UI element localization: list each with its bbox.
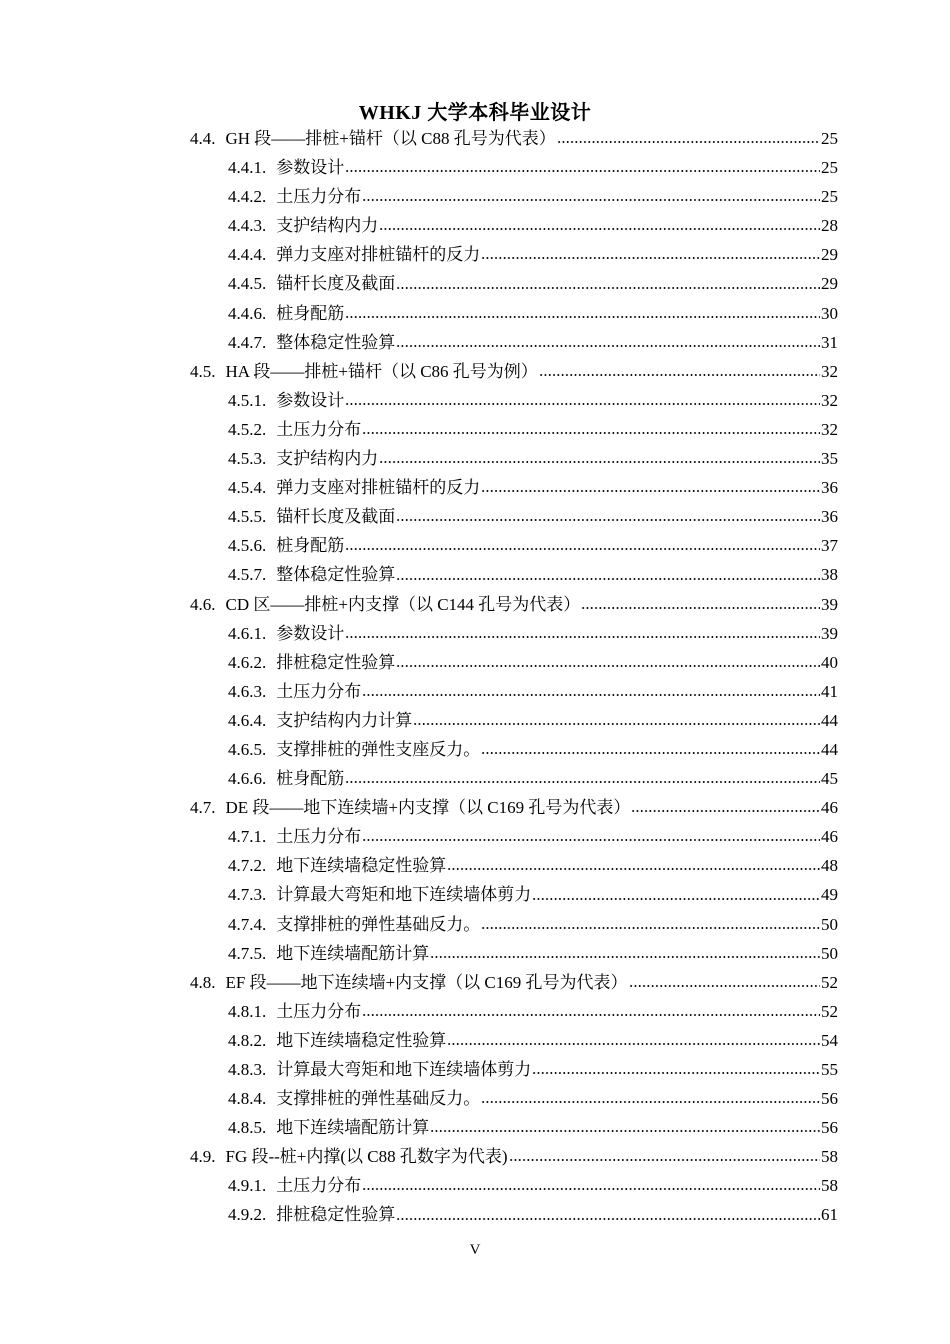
toc-dot-leader bbox=[631, 803, 820, 813]
toc-entry-number: 4.8.3. bbox=[228, 1060, 267, 1079]
toc-entry[interactable] bbox=[190, 706, 838, 735]
toc-entry[interactable] bbox=[190, 240, 838, 269]
toc-dot-leader bbox=[481, 1094, 820, 1104]
toc-entry-page: 31 bbox=[821, 332, 838, 352]
toc-entry-number: 4.9.2. bbox=[228, 1205, 267, 1225]
toc-entry-page: 37 bbox=[821, 536, 838, 556]
toc-entry[interactable] bbox=[190, 590, 838, 619]
toc-entry-page: 44 bbox=[821, 739, 838, 759]
toc-entry-title: 支撑排桩的弹性基础反力。 bbox=[276, 1089, 481, 1109]
toc-entry[interactable] bbox=[190, 328, 838, 357]
toc-entry-number: 4.8.1. bbox=[228, 1001, 267, 1021]
toc-entry-number: 4.7.1. bbox=[228, 827, 267, 847]
toc-entry-number: 4.7.3. bbox=[228, 885, 267, 905]
toc-entry-page: 36 bbox=[821, 478, 838, 498]
toc-dot-leader bbox=[532, 891, 820, 901]
toc-entry-title: HA 段——排桩+锚杆（以 C86 孔号为例） bbox=[225, 361, 538, 381]
toc-entry-number: 4.5.2. bbox=[228, 419, 267, 439]
toc-entry[interactable] bbox=[190, 531, 838, 560]
toc-entry-title: 排桩稳定性验算 bbox=[276, 1205, 396, 1225]
toc-entry[interactable] bbox=[190, 211, 838, 240]
toc-entry-page: 40 bbox=[821, 652, 838, 672]
toc-entry[interactable] bbox=[190, 997, 838, 1026]
toc-entry-title: 支护结构内力 bbox=[276, 216, 379, 236]
toc-entry-page: 39 bbox=[821, 623, 838, 643]
toc-entry-page: 45 bbox=[821, 769, 838, 789]
toc-entry-number: 4.5.7. bbox=[228, 565, 267, 585]
toc-entry[interactable] bbox=[190, 735, 838, 764]
toc-entry-title: 参数设计 bbox=[276, 158, 345, 178]
toc-entry-page: 55 bbox=[821, 1060, 838, 1079]
toc-dot-leader bbox=[396, 1211, 820, 1221]
toc-dot-leader bbox=[345, 629, 820, 639]
toc-entry[interactable] bbox=[190, 502, 838, 531]
toc-dot-leader bbox=[362, 1181, 820, 1191]
toc-entry-title: 土压力分布 bbox=[276, 419, 362, 439]
toc-entry-page: 38 bbox=[821, 565, 838, 585]
toc-entry[interactable] bbox=[190, 1113, 838, 1142]
toc-entry-page: 61 bbox=[821, 1205, 838, 1225]
toc-entry-title: 排桩稳定性验算 bbox=[276, 652, 396, 672]
toc-entry[interactable] bbox=[190, 386, 838, 415]
toc-entry-page: 32 bbox=[821, 361, 838, 381]
toc-entry-title: 地下连续墙稳定性验算 bbox=[276, 856, 447, 876]
toc-entry-title: 支护结构内力 bbox=[276, 449, 379, 469]
toc-entry-number: 4.4.3. bbox=[228, 216, 267, 236]
toc-entry-page: 29 bbox=[821, 274, 838, 294]
toc-dot-leader bbox=[447, 861, 820, 871]
toc-dot-leader bbox=[481, 920, 820, 930]
toc-entry-title: EF 段——地下连续墙+内支撑（以 C169 孔号为代表） bbox=[225, 972, 628, 992]
toc-entry[interactable] bbox=[190, 1142, 838, 1171]
page-header: WHKJ 大学本科毕业设计 bbox=[358, 102, 592, 124]
toc-dot-leader bbox=[430, 949, 820, 959]
toc-entry-number: 4.5.3. bbox=[228, 449, 267, 469]
toc-entry-number: 4.5.6. bbox=[228, 536, 267, 556]
toc-entry-title: 整体稳定性验算 bbox=[276, 565, 396, 585]
page-number: V bbox=[469, 1242, 481, 1258]
toc-entry-number: 4.6.6. bbox=[228, 769, 267, 789]
toc-entry-page: 48 bbox=[821, 856, 838, 876]
toc-entry-number: 4.6.1. bbox=[228, 623, 267, 643]
toc-entry-title: 参数设计 bbox=[276, 623, 345, 643]
toc-entry-number: 4.5.4. bbox=[228, 478, 267, 498]
toc-dot-leader bbox=[396, 512, 820, 522]
toc-entry-page: 32 bbox=[821, 419, 838, 439]
toc-entry-page: 50 bbox=[821, 914, 838, 934]
toc-entry-page: 41 bbox=[821, 681, 838, 701]
toc-entry-number: 4.5.5. bbox=[228, 507, 267, 527]
toc-entry-number: 4.8. bbox=[190, 972, 216, 992]
toc-entry-title: 地下连续墙配筋计算 bbox=[276, 1118, 430, 1138]
toc-entry[interactable] bbox=[190, 677, 838, 706]
toc-entry-page: 25 bbox=[821, 129, 838, 148]
toc-dot-leader bbox=[396, 571, 820, 581]
toc-dot-leader bbox=[379, 454, 820, 464]
toc-entry-title: 土压力分布 bbox=[276, 1176, 362, 1196]
toc-entry-page: 36 bbox=[821, 507, 838, 527]
toc-entry-title: 弹力支座对排桩锚杆的反力 bbox=[276, 245, 481, 265]
table-of-contents bbox=[190, 124, 838, 1230]
toc-entry-page: 52 bbox=[821, 1001, 838, 1021]
toc-dot-leader bbox=[362, 1007, 820, 1017]
toc-entry-title: 土压力分布 bbox=[276, 1001, 362, 1021]
toc-entry-number: 4.4. bbox=[190, 129, 216, 148]
toc-entry-title: 整体稳定性验算 bbox=[276, 332, 396, 352]
toc-entry-number: 4.9. bbox=[190, 1147, 216, 1167]
toc-entry-number: 4.8.5. bbox=[228, 1118, 267, 1138]
toc-entry-number: 4.7.5. bbox=[228, 943, 267, 963]
toc-dot-leader bbox=[345, 396, 820, 406]
toc-entry-title: GH 段——排桩+锚杆（以 C88 孔号为代表） bbox=[225, 129, 556, 148]
toc-entry-number: 4.6.2. bbox=[228, 652, 267, 672]
toc-entry-page: 46 bbox=[821, 798, 838, 818]
toc-entry-number: 4.9.1. bbox=[228, 1176, 267, 1196]
toc-entry-title: 地下连续墙稳定性验算 bbox=[276, 1030, 447, 1050]
toc-dot-leader bbox=[345, 774, 820, 784]
toc-dot-leader bbox=[430, 1123, 820, 1133]
toc-entry-page: 30 bbox=[821, 303, 838, 323]
toc-dot-leader bbox=[539, 367, 820, 377]
toc-entry[interactable] bbox=[190, 560, 838, 589]
toc-entry-number: 4.4.5. bbox=[228, 274, 267, 294]
toc-entry-title: CD 区——排桩+内支撑（以 C144 孔号为代表） bbox=[225, 594, 581, 614]
toc-dot-leader bbox=[447, 1036, 820, 1046]
toc-entry-number: 4.5.1. bbox=[228, 390, 267, 410]
toc-dot-leader bbox=[362, 832, 820, 842]
toc-entry[interactable] bbox=[190, 153, 838, 182]
toc-dot-leader bbox=[345, 163, 820, 173]
toc-dot-leader bbox=[557, 134, 820, 144]
toc-entry[interactable] bbox=[190, 473, 838, 502]
toc-entry-page: 32 bbox=[821, 390, 838, 410]
toc-entry-number: 4.8.4. bbox=[228, 1089, 267, 1109]
toc-entry-title: 土压力分布 bbox=[276, 827, 362, 847]
toc-entry[interactable] bbox=[190, 851, 838, 880]
toc-entry-title: 桩身配筋 bbox=[276, 536, 345, 556]
toc-entry-page: 52 bbox=[821, 972, 838, 992]
toc-entry[interactable] bbox=[190, 880, 838, 909]
toc-entry-title: 土压力分布 bbox=[276, 681, 362, 701]
toc-entry[interactable] bbox=[190, 444, 838, 473]
toc-entry-title: 支撑排桩的弹性支座反力。 bbox=[276, 739, 481, 759]
toc-entry-title: 桩身配筋 bbox=[276, 769, 345, 789]
toc-dot-leader bbox=[481, 483, 820, 493]
toc-entry[interactable] bbox=[190, 939, 838, 968]
toc-entry-page: 58 bbox=[821, 1176, 838, 1196]
toc-dot-leader bbox=[481, 745, 820, 755]
toc-dot-leader bbox=[345, 309, 820, 319]
toc-dot-leader bbox=[509, 1152, 820, 1162]
toc-entry-page: 50 bbox=[821, 943, 838, 963]
toc-entry[interactable] bbox=[190, 619, 838, 648]
toc-dot-leader bbox=[379, 221, 820, 231]
toc-entry-title: 弹力支座对排桩锚杆的反力 bbox=[276, 478, 481, 498]
toc-dot-leader bbox=[396, 280, 820, 290]
toc-dot-leader bbox=[396, 658, 820, 668]
toc-entry[interactable] bbox=[190, 648, 838, 677]
toc-entry[interactable] bbox=[190, 1200, 838, 1229]
toc-entry-title: 土压力分布 bbox=[276, 187, 362, 207]
toc-entry[interactable] bbox=[190, 124, 838, 153]
toc-entry-page: 49 bbox=[821, 885, 838, 905]
toc-entry[interactable] bbox=[190, 299, 838, 328]
toc-entry-title: 参数设计 bbox=[276, 390, 345, 410]
toc-entry-title: 计算最大弯矩和地下连续墙体剪力 bbox=[276, 1060, 532, 1079]
toc-dot-leader bbox=[629, 978, 820, 988]
toc-entry-number: 4.7.4. bbox=[228, 914, 267, 934]
toc-entry-title: 计算最大弯矩和地下连续墙体剪力 bbox=[276, 885, 532, 905]
toc-entry[interactable] bbox=[190, 822, 838, 851]
toc-dot-leader bbox=[413, 716, 820, 726]
toc-entry-title: 地下连续墙配筋计算 bbox=[276, 943, 430, 963]
toc-entry-page: 25 bbox=[821, 158, 838, 178]
toc-entry-page: 29 bbox=[821, 245, 838, 265]
toc-entry-page: 35 bbox=[821, 449, 838, 469]
toc-entry-number: 4.6.3. bbox=[228, 681, 267, 701]
toc-entry[interactable] bbox=[190, 182, 838, 211]
toc-entry-number: 4.7.2. bbox=[228, 856, 267, 876]
toc-entry[interactable] bbox=[190, 793, 838, 822]
toc-entry[interactable] bbox=[190, 910, 838, 939]
toc-entry-page: 56 bbox=[821, 1089, 838, 1109]
toc-entry-number: 4.5. bbox=[190, 361, 216, 381]
toc-dot-leader bbox=[532, 1065, 820, 1075]
toc-entry-number: 4.4.1. bbox=[228, 158, 267, 178]
toc-entry[interactable] bbox=[190, 968, 838, 997]
toc-entry-title: 锚杆长度及截面 bbox=[276, 274, 396, 294]
toc-dot-leader bbox=[362, 425, 820, 435]
toc-entry-number: 4.8.2. bbox=[228, 1030, 267, 1050]
toc-entry-page: 25 bbox=[821, 187, 838, 207]
toc-entry-title: 桩身配筋 bbox=[276, 303, 345, 323]
toc-entry-number: 4.4.6. bbox=[228, 303, 267, 323]
toc-entry-page: 39 bbox=[821, 594, 838, 614]
toc-entry-number: 4.4.7. bbox=[228, 332, 267, 352]
toc-dot-leader bbox=[362, 192, 820, 202]
toc-dot-leader bbox=[481, 250, 820, 260]
toc-entry[interactable] bbox=[190, 1055, 838, 1084]
toc-dot-leader bbox=[396, 338, 820, 348]
toc-entry-page: 58 bbox=[821, 1147, 838, 1167]
toc-entry-number: 4.6.5. bbox=[228, 739, 267, 759]
toc-entry-title: 锚杆长度及截面 bbox=[276, 507, 396, 527]
toc-entry-page: 54 bbox=[821, 1030, 838, 1050]
toc-entry-title: 支撑排桩的弹性基础反力。 bbox=[276, 914, 481, 934]
toc-entry-title: DE 段——地下连续墙+内支撑（以 C169 孔号为代表） bbox=[225, 798, 631, 818]
toc-entry-number: 4.4.2. bbox=[228, 187, 267, 207]
toc-entry-number: 4.7. bbox=[190, 798, 216, 818]
toc-entry[interactable] bbox=[190, 357, 838, 386]
toc-entry[interactable] bbox=[190, 269, 838, 298]
toc-entry-page: 46 bbox=[821, 827, 838, 847]
toc-entry-page: 28 bbox=[821, 216, 838, 236]
toc-entry-number: 4.6.4. bbox=[228, 710, 267, 730]
toc-entry-title: 支护结构内力计算 bbox=[276, 710, 413, 730]
toc-entry[interactable] bbox=[190, 1084, 838, 1113]
toc-entry[interactable] bbox=[190, 764, 838, 793]
toc-entry-title: FG 段--桩+内撑(以 C88 孔数字为代表) bbox=[225, 1147, 508, 1167]
toc-entry[interactable] bbox=[190, 415, 838, 444]
toc-entry[interactable] bbox=[190, 1171, 838, 1200]
toc-entry-page: 56 bbox=[821, 1118, 838, 1138]
toc-entry-number: 4.4.4. bbox=[228, 245, 267, 265]
toc-entry-page: 44 bbox=[821, 710, 838, 730]
toc-dot-leader bbox=[362, 687, 820, 697]
toc-entry[interactable] bbox=[190, 1026, 838, 1055]
toc-entry-number: 4.6. bbox=[190, 594, 216, 614]
toc-dot-leader bbox=[581, 600, 820, 610]
toc-dot-leader bbox=[345, 541, 820, 551]
